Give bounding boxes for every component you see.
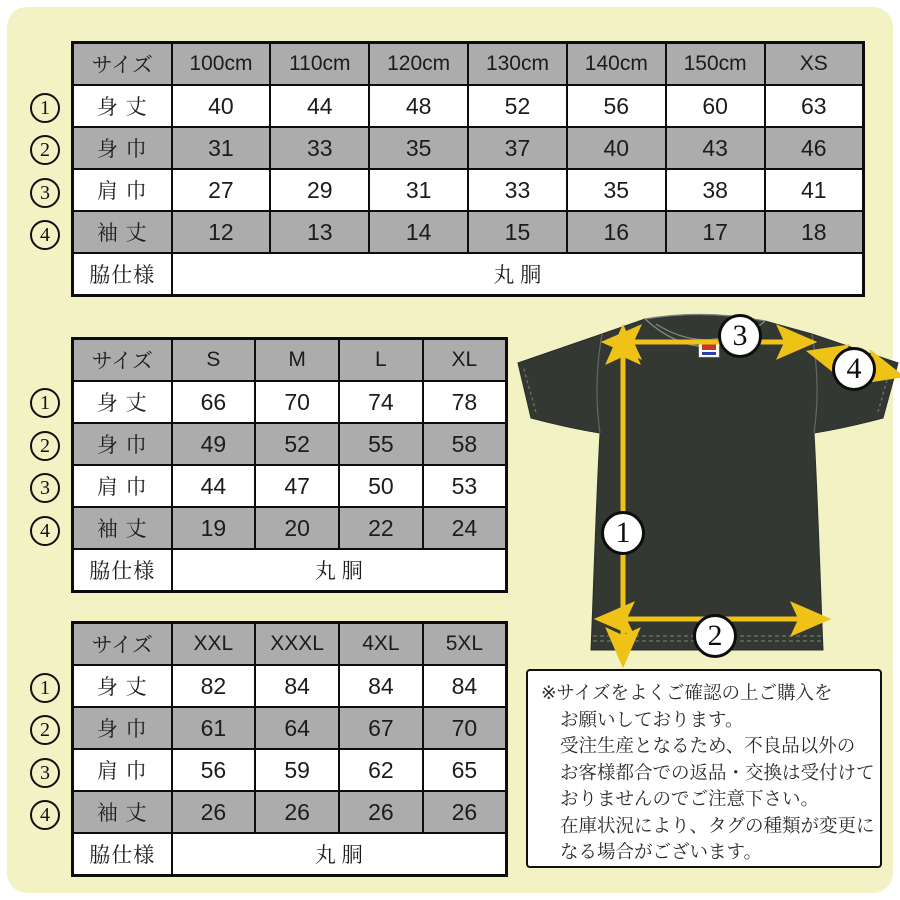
table-row (73, 707, 507, 749)
cell: 15 (468, 211, 567, 253)
row-marker-2: 2 (30, 431, 60, 461)
row-label: 袖 丈 (73, 507, 172, 549)
cell: 31 (369, 169, 468, 211)
cell: 70 (255, 381, 339, 423)
row-label: 肩 巾 (73, 465, 172, 507)
row-label: 身 丈 (73, 85, 172, 127)
spec-value: 丸 胴 (172, 549, 507, 592)
cell: 17 (666, 211, 765, 253)
spec-row (73, 833, 507, 876)
cell: 35 (567, 169, 666, 211)
spec-label: 脇仕様 (73, 253, 172, 296)
cell: 26 (423, 791, 507, 833)
cell: 44 (172, 465, 256, 507)
row-marker-2: 2 (30, 715, 60, 745)
row-label: 身 巾 (73, 127, 172, 169)
spec-row (73, 549, 507, 592)
header-col: XS (765, 43, 864, 86)
table-row (73, 127, 864, 169)
row-marker-1: 1 (30, 673, 60, 703)
note-line: 在庫状況により、タグの種類が変更に (560, 814, 875, 836)
cell: 78 (423, 381, 507, 423)
cell: 48 (369, 85, 468, 127)
table-row (73, 381, 507, 423)
cell: 63 (765, 85, 864, 127)
header-size: サイズ (73, 339, 172, 382)
cell: 13 (270, 211, 369, 253)
size-table-big (71, 621, 508, 877)
table-row (73, 665, 507, 707)
cell: 46 (765, 127, 864, 169)
row-label: 身 丈 (73, 381, 172, 423)
cell: 50 (339, 465, 423, 507)
spec-value: 丸 胴 (172, 253, 864, 296)
header-col: 130cm (468, 43, 567, 86)
purchase-note-box (526, 669, 882, 868)
cell: 58 (423, 423, 507, 465)
row-marker-1: 1 (30, 93, 60, 123)
cell: 59 (255, 749, 339, 791)
size-table-kids (71, 41, 865, 297)
row-marker-3: 3 (30, 758, 60, 788)
note-line: おりませんのでご注意下さい。 (560, 788, 820, 809)
header-col: S (172, 339, 256, 382)
note-line: お客様都合での返品・交換は受付けて (560, 761, 875, 783)
cell: 44 (270, 85, 369, 127)
cell: 43 (666, 127, 765, 169)
spec-row (73, 253, 864, 296)
cell: 33 (468, 169, 567, 211)
cell: 56 (172, 749, 256, 791)
row-label: 身 丈 (73, 665, 172, 707)
cell: 82 (172, 665, 256, 707)
row-label: 袖 丈 (73, 211, 172, 253)
note-line: ※サイズをよくご確認の上ご購入を (541, 682, 833, 703)
row-marker-4: 4 (30, 516, 60, 546)
cell: 27 (172, 169, 271, 211)
note-line: お願いしております。 (560, 708, 744, 730)
header-size: サイズ (73, 623, 172, 666)
row-marker-3: 3 (30, 473, 60, 503)
cell: 62 (339, 749, 423, 791)
header-col: 4XL (339, 623, 423, 666)
cell: 40 (567, 127, 666, 169)
cell: 12 (172, 211, 271, 253)
spec-value: 丸 胴 (172, 833, 507, 876)
arrow-label-4: 4 (832, 347, 876, 391)
cell: 52 (255, 423, 339, 465)
header-col: 140cm (567, 43, 666, 86)
tshirt-measurement-diagram (505, 305, 900, 669)
size-chart-background (7, 7, 893, 893)
cell: 20 (255, 507, 339, 549)
cell: 52 (468, 85, 567, 127)
cell: 64 (255, 707, 339, 749)
table-row (73, 85, 864, 127)
note-line: 受注生産となるため、不良品以外の (560, 735, 856, 756)
row-label: 肩 巾 (73, 749, 172, 791)
cell: 22 (339, 507, 423, 549)
header-col: XL (423, 339, 507, 382)
cell: 84 (255, 665, 339, 707)
cell: 55 (339, 423, 423, 465)
row-label: 身 巾 (73, 423, 172, 465)
cell: 14 (369, 211, 468, 253)
cell: 40 (172, 85, 271, 127)
spec-label: 脇仕様 (73, 549, 172, 592)
header-col: 150cm (666, 43, 765, 86)
size-table-adult (71, 337, 508, 593)
cell: 84 (339, 665, 423, 707)
cell: 33 (270, 127, 369, 169)
table-row (73, 749, 507, 791)
row-marker-1: 1 (30, 388, 60, 418)
cell: 29 (270, 169, 369, 211)
header-col: 120cm (369, 43, 468, 86)
header-col: 100cm (172, 43, 271, 86)
note-line: なる場合がございます。 (560, 841, 763, 862)
header-col: M (255, 339, 339, 382)
cell: 61 (172, 707, 256, 749)
spec-label: 脇仕様 (73, 833, 172, 876)
cell: 18 (765, 211, 864, 253)
cell: 19 (172, 507, 256, 549)
row-marker-4: 4 (30, 800, 60, 830)
cell: 35 (369, 127, 468, 169)
cell: 67 (339, 707, 423, 749)
row-marker-3: 3 (30, 178, 60, 208)
cell: 53 (423, 465, 507, 507)
cell: 47 (255, 465, 339, 507)
header-col: L (339, 339, 423, 382)
cell: 74 (339, 381, 423, 423)
header-col: XXXL (255, 623, 339, 666)
table-row (73, 465, 507, 507)
cell: 37 (468, 127, 567, 169)
cell: 31 (172, 127, 271, 169)
cell: 66 (172, 381, 256, 423)
cell: 49 (172, 423, 256, 465)
cell: 60 (666, 85, 765, 127)
table-row (73, 791, 507, 833)
table-row (73, 507, 507, 549)
table-header-row (73, 623, 507, 666)
cell: 41 (765, 169, 864, 211)
table-header-row (73, 339, 507, 382)
table-row (73, 423, 507, 465)
arrow-label-1: 1 (601, 511, 645, 555)
cell: 26 (339, 791, 423, 833)
arrow-label-3: 3 (718, 314, 762, 358)
header-col: XXL (172, 623, 256, 666)
arrow-label-2: 2 (693, 614, 737, 658)
header-size: サイズ (73, 43, 172, 86)
cell: 84 (423, 665, 507, 707)
table-header-row (73, 43, 864, 86)
row-label: 身 巾 (73, 707, 172, 749)
header-col: 5XL (423, 623, 507, 666)
cell: 56 (567, 85, 666, 127)
table-row (73, 211, 864, 253)
cell: 65 (423, 749, 507, 791)
header-col: 110cm (270, 43, 369, 86)
row-marker-2: 2 (30, 135, 60, 165)
row-label: 肩 巾 (73, 169, 172, 211)
table-row (73, 169, 864, 211)
row-marker-4: 4 (30, 220, 60, 250)
cell: 38 (666, 169, 765, 211)
cell: 24 (423, 507, 507, 549)
cell: 16 (567, 211, 666, 253)
cell: 26 (255, 791, 339, 833)
row-label: 袖 丈 (73, 791, 172, 833)
cell: 26 (172, 791, 256, 833)
cell: 70 (423, 707, 507, 749)
